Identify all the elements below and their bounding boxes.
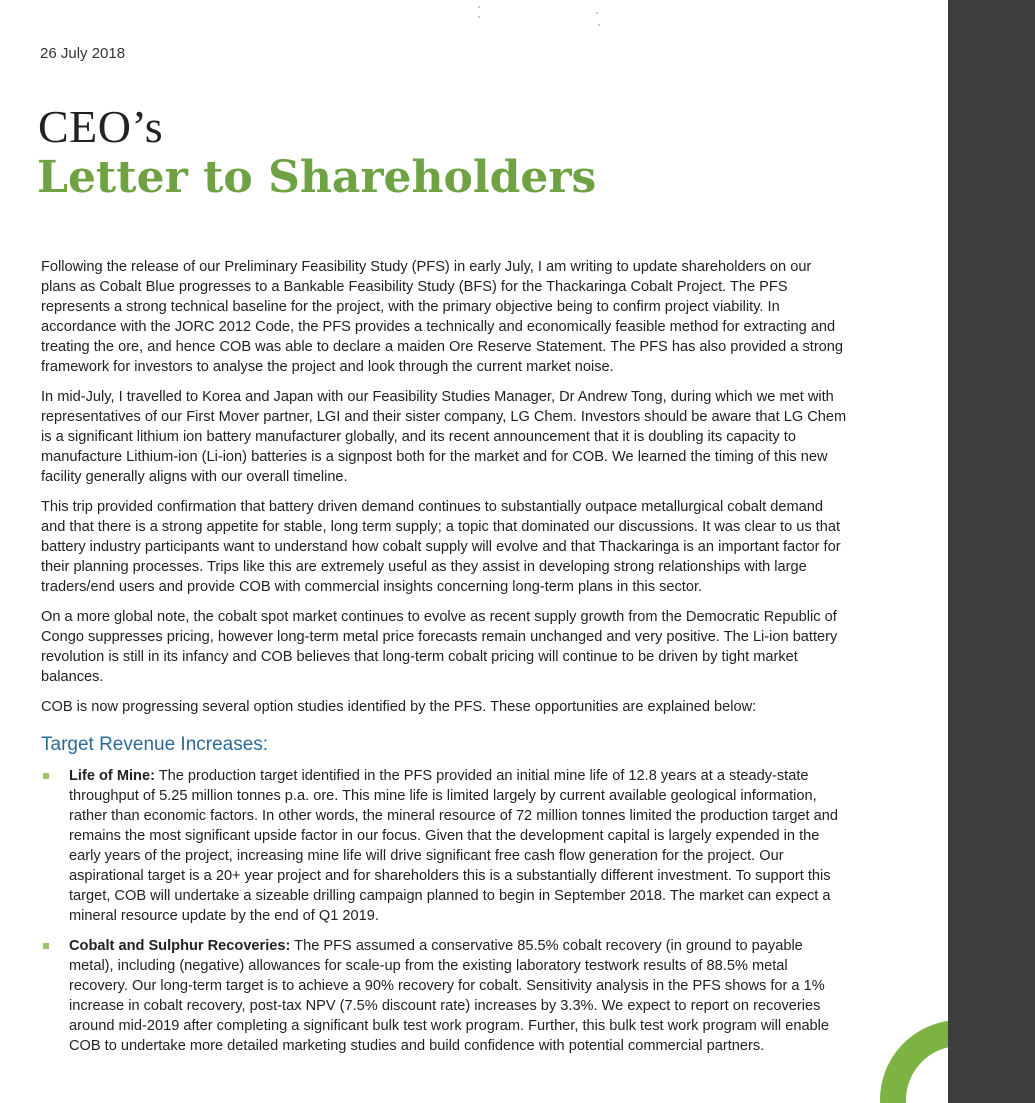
paragraph: In mid-July, I travelled to Korea and Japan with our Feasibility Studies Manager, Dr Andrew Tong, during which we met with representatives of our First Mover partner, LGI and their sister company, LG Chem. Investors should be aware that LG Chem is a significant lithium ion battery manufacturer globally, and its recent announcement that it is doubling its capacity to manufacture Lithium-ion (Li-ion) batteries is a signpost both for the market and for COB. We learned the timing of this new facility generally aligns with our overall timeline. <box>41 389 847 485</box>
bullet-lead: Cobalt and Sulphur Recoveries: <box>69 938 291 954</box>
bullet-marker-icon <box>43 773 49 779</box>
viewer-background <box>948 0 1035 1103</box>
section-heading: Target Revenue Increases: <box>41 734 269 755</box>
letter-body <box>41 257 847 727</box>
paragraph: COB is now progressing several option studies identified by the PFS. These opportunities are explained below: <box>41 699 757 715</box>
bullet-lead: Life of Mine: <box>69 768 155 784</box>
bullet-list <box>41 766 847 1066</box>
title-ceo: CEO’s <box>38 101 164 152</box>
title-letter: Letter to Shareholders <box>37 152 597 203</box>
list-item <box>41 766 847 926</box>
bullet-marker-icon <box>43 943 49 949</box>
letter-date: 26 July 2018 <box>40 45 126 62</box>
paragraph: On a more global note, the cobalt spot market continues to evolve as recent supply growth from the Democratic Republic of Congo suppresses pricing, however long-term metal price forecasts remain unchanged and very positive. The Li-ion battery revolution is still in its infancy and COB believes that long-term cobalt pricing will continue to be driven by tight market balances. <box>41 609 838 685</box>
bullet-text: The production target identified in the PFS provided an initial mine life of 12.8 years at a steady-state throughput of 5.25 million tonnes p.a. ore. This mine life is limited largely by current available geological information, rather than economic factors. In other words, the mineral resource of 72 million tonnes limited the production target and remains the most significant upside factor in our focus. Given that the development capital is largely expended in the early years of the project, increasing mine life will drive significant free cash flow generation for the project. Our aspirational target is a 20+ year project and for shareholders this is a substantially different investment. To support this target, COB will undertake a sizeable drilling campaign planned to begin in September 2018. The market can expect a mineral resource update by the end of Q1 2019. <box>69 768 839 924</box>
list-item <box>41 936 847 1056</box>
decorative-green-arc <box>880 1020 948 1103</box>
scan-dots <box>470 4 610 28</box>
bullet-text: The PFS assumed a conservative 85.5% cobalt recovery (in ground to payable metal), including (negative) allowances for scale-up from the existing laboratory testwork results of 88.5% metal recovery. Our long-term target is to achieve a 90% recovery for cobalt. Sensitivity analysis in the PFS shows for a 1% increase in cobalt recovery, post-tax NPV (7.5% discount rate) increases by 3.3%. We expect to report on recoveries around mid-2019 after completing a significant bulk test work program. Further, this bulk test work program will enable COB to undertake more detailed marketing studies and build confidence with potential commercial partners. <box>69 938 830 1054</box>
paragraph: This trip provided confirmation that battery driven demand continues to substantially outpace metallurgical cobalt demand and that there is a strong appetite for stable, long term supply; a topic that dominated our discussions. It was clear to us that battery industry participants want to understand how cobalt supply will evolve and that Thackaringa is an important factor for their planning processes. Trips like this are extremely useful as they assist in developing strong relationships with large traders/end users and provide COB with commercial insights concerning long-term plans in this sector. <box>41 499 841 595</box>
paragraph: Following the release of our Preliminary Feasibility Study (PFS) in early July, I am writing to update shareholders on our plans as Cobalt Blue progresses to a Bankable Feasibility Study (BFS) for the Thackaringa Cobalt Project. The PFS represents a strong technical baseline for the project, with the primary objective being to confirm project viability. In accordance with the JORC 2012 Code, the PFS provides a technically and economically feasible method for extracting and treating the ore, and hence COB was able to declare a maiden Ore Reserve Statement. The PFS has also provided a strong framework for investors to analyse the project and look through the current market noise. <box>41 259 844 375</box>
